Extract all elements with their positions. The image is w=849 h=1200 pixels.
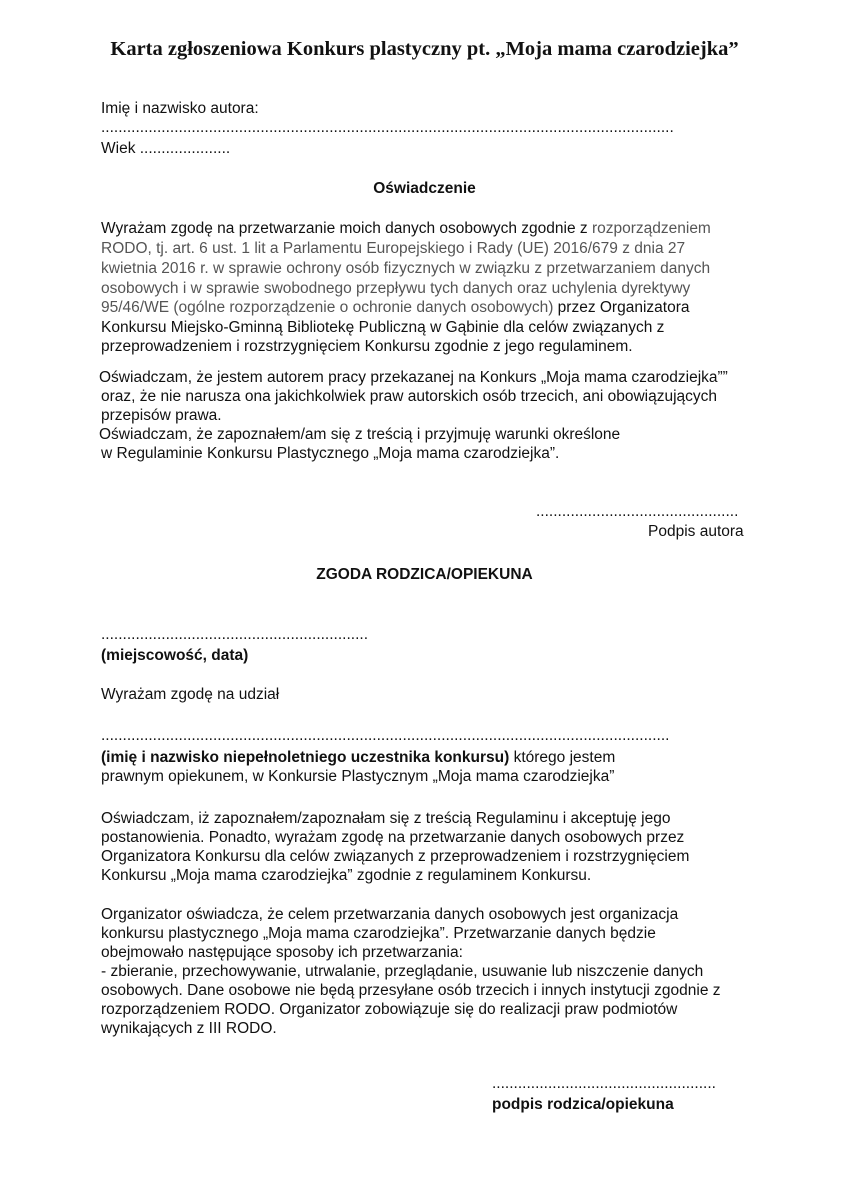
declaration-line bbox=[101, 219, 711, 239]
declaration-line: przeprowadzeniem i rozstrzygnięciem Konkursu zgodnie z jego regulaminem. bbox=[101, 338, 633, 355]
consent-line: Oświadczam, iż zapoznałem/zapoznałam się z treścią Regulaminu i akceptuję jego bbox=[101, 810, 671, 827]
participant-line: prawnym opiekunem, w Konkursie Plastycznym „Moja mama czarodziejka” bbox=[101, 768, 615, 785]
participant-name-field[interactable]: .................................................................................................................................... bbox=[101, 727, 670, 744]
declaration-heading: Oświadczenie bbox=[373, 180, 476, 197]
declaration-line: w Regulaminie Konkursu Plastycznego „Moja mama czarodziejka”. bbox=[101, 445, 560, 462]
author-signature-label: Podpis autora bbox=[648, 523, 744, 540]
place-date-field[interactable]: .............................................................. bbox=[101, 626, 368, 643]
consent-line: osobowych. Dane osobowe nie będą przesyłane osób trzecich i innych instytucji zgodnie z bbox=[101, 982, 721, 999]
participant-line bbox=[101, 749, 615, 767]
place-date-label: (miejscowość, data) bbox=[101, 647, 249, 664]
declaration-line: Oświadczam, że zapoznałem/am się z treścią i przyjmuję warunki określone bbox=[99, 426, 621, 443]
author-name-label: Imię i nazwisko autora: bbox=[101, 100, 259, 117]
declaration-line: kwietnia 2016 r. w sprawie ochrony osób fizycznych w związku z przetwarzaniem danych bbox=[101, 260, 711, 277]
consent-line: rozporządzeniem RODO. Organizator zobowiązuje się do realizacji praw podmiotów bbox=[101, 1001, 678, 1018]
consent-line: wynikających z III RODO. bbox=[101, 1020, 277, 1037]
consent-intro: Wyrażam zgodę na udział bbox=[101, 686, 280, 703]
author-age-field[interactable]: Wiek ..................... bbox=[101, 140, 231, 157]
participant-text: którego jestem bbox=[509, 749, 616, 766]
declaration-line: przepisów prawa. bbox=[101, 407, 222, 424]
declaration-line: RODO, tj. art. 6 ust. 1 lit a Parlamentu Europejskiego i Rady (UE) 2016/679 z dnia 27 bbox=[101, 240, 686, 257]
declaration-text: przez Organizatora bbox=[553, 299, 690, 316]
declaration-line: oraz, że nie narusza ona jakichkolwiek praw autorskich osób trzecich, ani obowiązujących bbox=[101, 388, 718, 405]
declaration-text: Wyrażam zgodę na przetwarzanie moich danych osobowych zgodnie z bbox=[101, 220, 592, 237]
consent-line: Organizator oświadcza, że celem przetwarzania danych osobowych jest organizacja bbox=[101, 906, 679, 923]
declaration-line: osobowych i w sprawie swobodnego przepływu tych danych oraz uchylenia dyrektywy bbox=[101, 280, 691, 297]
consent-line: - zbieranie, przechowywanie, utrwalanie, przeglądanie, usuwanie lub niszczenie danych bbox=[101, 963, 704, 980]
consent-line: Konkursu „Moja mama czarodziejka” zgodnie z regulaminem Konkursu. bbox=[101, 867, 592, 884]
declaration-line: Konkursu Miejsko-Gminną Bibliotekę Publiczną w Gąbinie dla celów związanych z bbox=[101, 319, 665, 336]
parent-signature-field[interactable]: .................................................... bbox=[492, 1075, 716, 1092]
consent-heading: ZGODA RODZICA/OPIEKUNA bbox=[316, 566, 533, 583]
author-signature-field[interactable]: ............................................... bbox=[536, 503, 739, 520]
participant-label: (imię i nazwisko niepełnoletniego uczestnika konkursu) bbox=[101, 749, 510, 766]
declaration-text-grey: rozporządzeniem bbox=[591, 220, 711, 237]
consent-line: obejmowało następujące sposoby ich przetwarzania: bbox=[101, 944, 463, 961]
consent-line: konkursu plastycznego „Moja mama czarodziejka”. Przetwarzanie danych będzie bbox=[101, 925, 656, 942]
consent-line: postanowienia. Ponadto, wyrażam zgodę na przetwarzanie danych osobowych przez bbox=[101, 829, 685, 846]
parent-signature-label: podpis rodzica/opiekuna bbox=[492, 1096, 674, 1113]
consent-line: Organizatora Konkursu dla celów związanych z przeprowadzeniem i rozstrzygnięciem bbox=[101, 848, 690, 865]
declaration-line: Oświadczam, że jestem autorem pracy przekazanej na Konkurs „Moja mama czarodziejka”” bbox=[99, 369, 728, 386]
declaration-line bbox=[101, 298, 689, 318]
author-name-field[interactable]: ..................................................................................................................................... bbox=[101, 119, 674, 136]
document-title: Karta zgłoszeniowa Konkurs plastyczny pt. „Moja mama czarodziejka” bbox=[110, 38, 739, 60]
declaration-text-grey: 95/46/WE (ogólne rozporządzenie o ochronie danych osobowych) bbox=[101, 299, 554, 316]
